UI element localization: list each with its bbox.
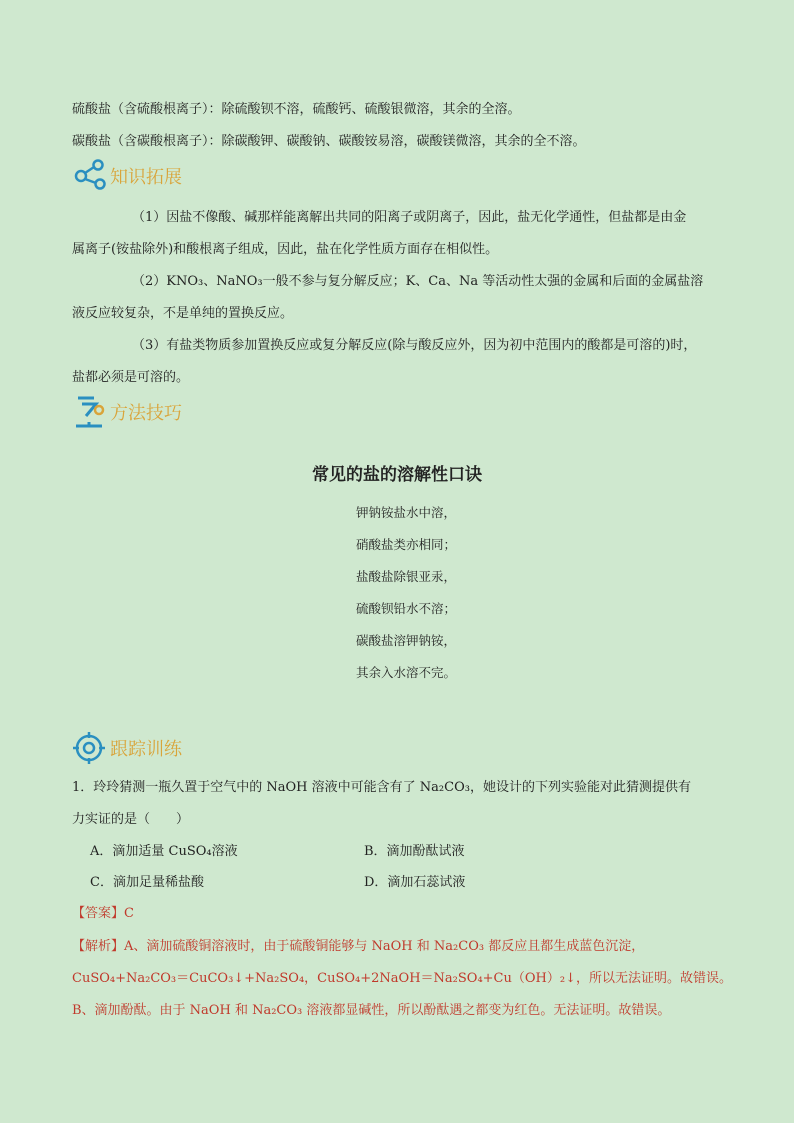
rhyme-line: 盐酸盐除银亚汞， (356, 569, 457, 584)
knowledge-p1a: （1）因盐不像酸、碱那样能离解出共同的阳离子或阴离子，因此，盐无化学通性，但盐都是由金 (132, 210, 687, 225)
option-a: A．滴加适量 CuSO₄溶液 (90, 844, 238, 859)
knowledge-p3a: （3）有盐类物质参加置换反应或复分解反应(除与酸反应外，因为初中范围内的酸都是可溶的)时， (132, 338, 697, 353)
rhyme-line: 其余入水溶不完。 (356, 665, 457, 680)
rhyme-line: 碳酸盐溶钾钠铵， (356, 633, 457, 648)
option-b: B．滴加酚酞试液 (364, 844, 465, 859)
rhyme-title: 常见的盐的溶解性口诀 (312, 465, 482, 485)
question-stem: 1．玲玲猜测一瓶久置于空气中的 NaOH 溶液中可能含有了 Na₂CO₃，她设计的下列实验能对此猜测提供有 (72, 780, 691, 795)
analysis-line-1: 【解析】A、滴加硫酸铜溶液时，由于硫酸铜能够与 NaOH 和 Na₂CO₃ 都反应且都生成蓝色沉淀， (72, 939, 645, 954)
rhyme-line: 硫酸钡铅水不溶； (356, 601, 457, 616)
microscope-icon (72, 394, 108, 430)
option-c: C．滴加足量稀盐酸 (90, 875, 204, 890)
rhyme-line: 硝酸盐类亦相同； (356, 537, 457, 552)
analysis-line-3: B、滴加酚酞。由于 NaOH 和 Na₂CO₃ 溶液都显碱性，所以酚酞遇之都变为红色。无法证明。故错误。 (72, 1003, 671, 1018)
intro-line-carbonate: 碳酸盐（含碳酸根离子）：除碳酸钾、碳酸钠、碳酸铵易溶，碳酸镁微溶，其余的全不溶。 (72, 134, 586, 149)
section-knowledge (72, 158, 182, 194)
knowledge-p3b: 盐都必须是可溶的。 (72, 370, 190, 385)
answer: 【答案】C (72, 906, 134, 921)
rhyme-line: 钾钠铵盐水中溶， (356, 505, 457, 520)
option-d: D．滴加石蕊试液 (364, 875, 466, 890)
section-training (72, 730, 182, 766)
knowledge-p2a: （2）KNO₃、NaNO₃一般不参与复分解反应；K、Ca、Na 等活动性太强的金属和后面的金属盐溶 (132, 274, 704, 289)
target-icon (72, 730, 108, 766)
share-nodes-icon (72, 158, 108, 194)
section-training-label: 跟踪训练 (110, 739, 182, 760)
knowledge-p2b: 液反应较复杂，不是单纯的置换反应。 (72, 306, 294, 321)
knowledge-p1b: 属离子(铵盐除外)和酸根离子组成，因此，盐在化学性质方面存在相似性。 (72, 242, 499, 257)
section-knowledge-label: 知识拓展 (110, 167, 182, 188)
section-method-label: 方法技巧 (110, 403, 182, 424)
intro-line-sulfate: 硫酸盐（含硫酸根离子）：除硫酸钡不溶，硫酸钙、硫酸银微溶，其余的全溶。 (72, 102, 521, 117)
section-method (72, 394, 182, 430)
question-stem-end: 力实证的是（ ） (72, 812, 190, 827)
analysis-line-2: CuSO₄+Na₂CO₃＝CuCO₃↓+Na₂SO₄，CuSO₄+2NaOH＝Na₂SO₄+Cu（OH）₂↓，所以无法证明。故错误。 (72, 971, 732, 986)
